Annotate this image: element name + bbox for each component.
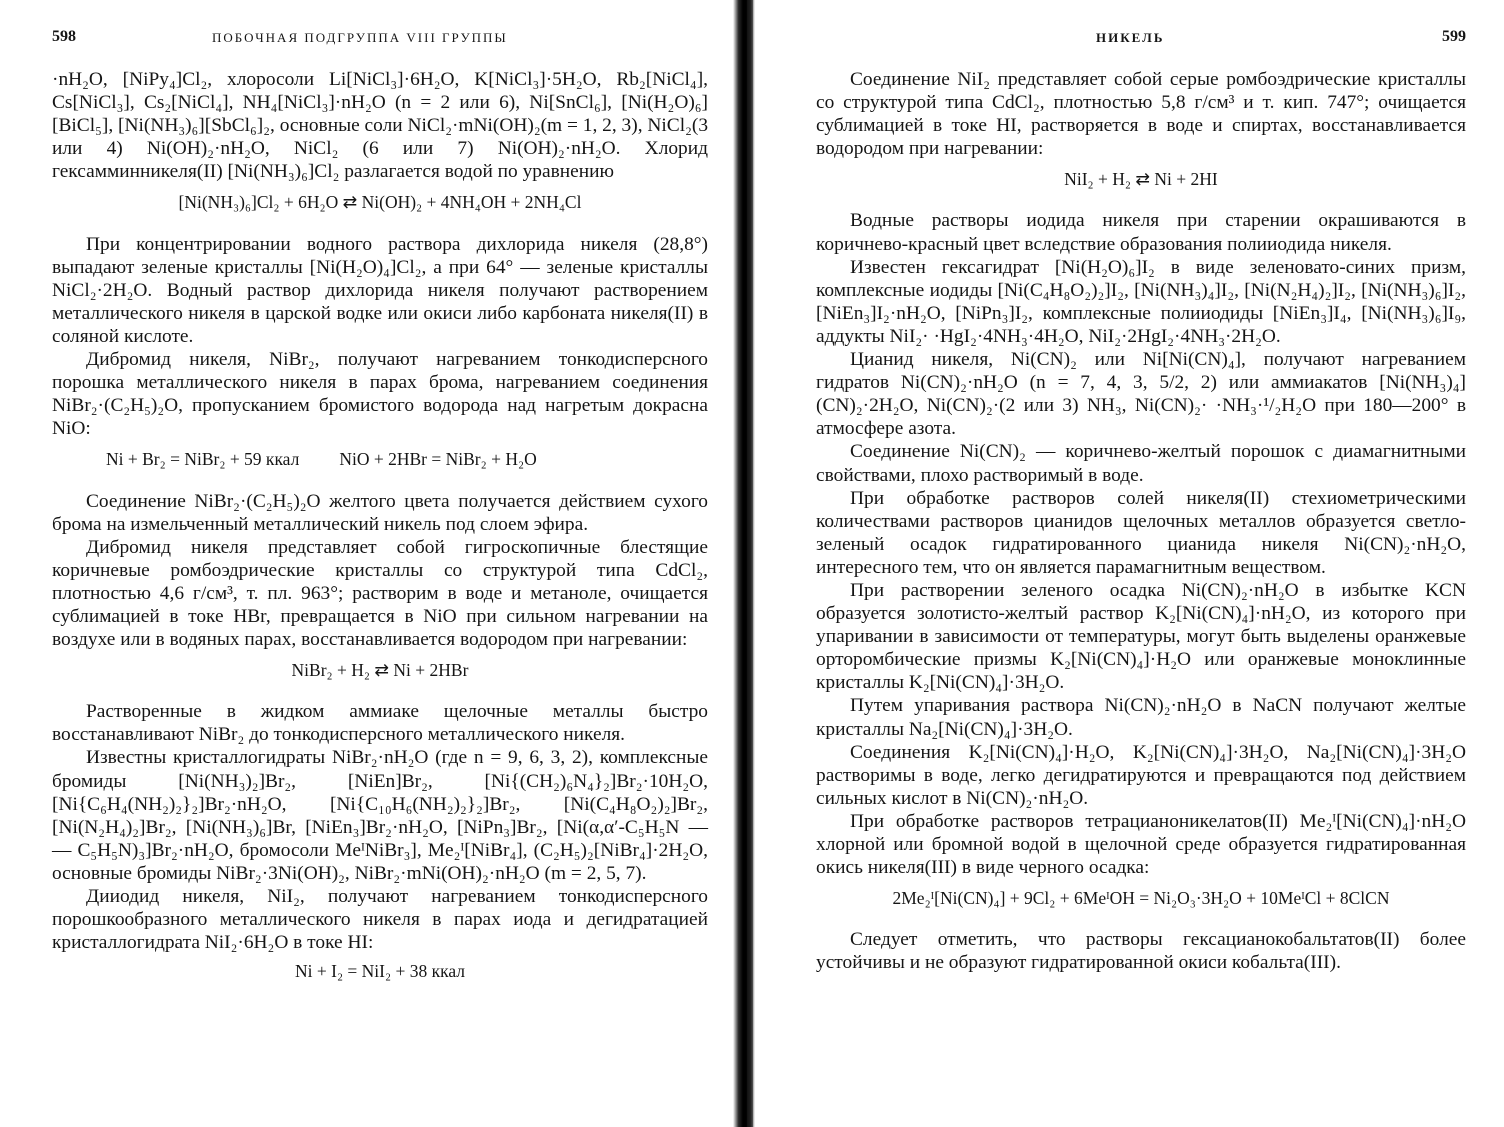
- equation: 2Me₂ᴵ[Ni(CN)₄] + 9Cl₂ + 6MeᴵOH = Ni₂O₃·3H₂O + 10MeᴵCl + 8ClCN: [892, 888, 1390, 909]
- paragraph: При обработке растворов солей никеля(II) стехиометрическими количествами растворов цианидов щелочных металлов образуется светло-зеленый осадок гидратированного цианида никеля Ni(CN)₂·nH₂O, интересного тем, что он является парамагнитным веществом.: [816, 487, 1466, 578]
- paragraph: ·nH₂O, [NiPy₄]Cl₂, хлоросоли Li[NiCl₃]·6H₂O, K[NiCl₃]·5H₂O, Rb₂[NiCl₄], Cs[NiCl₃], Cs₂[NiCl₄], NH₄[NiCl₃]·nH₂O (n = 2 или 6), Ni[SnCl₆], [Ni(H₂O)₆][BiCl₅], [Ni(NH₃)₆][SbCl₆]₂, основные соли NiCl₂·mNi(OH)₂(m = 1, 2, 3), NiCl₂(3 или 4) Ni(OH)₂·nH₂O, NiCl₂ (6 или 7) Ni(OH)₂·nH₂O. Хлорид гексамминникеля(II) [Ni(NH₃)₆]Cl₂ разлагается водой по уравнению: [52, 69, 709, 183]
- page-header-right: [816, 28, 1466, 50]
- paragraph: Дибромид никеля представляет собой гигроскопичные блестящие коричневые ромбоэдрические кристаллы со структурой типа CdCl₂, плотностью 4,6 г/см³, т. пл. 963°; растворим в воде и метаноле, очищается сублимацией в токе HBr, превращается в NiO при сильном нагревании на воздухе или в водяных парах, восстанавливается водородом при нагревании:: [52, 536, 708, 651]
- page-number: 599: [1442, 28, 1466, 45]
- paragraph: Цианид никеля, Ni(CN)₂ или Ni[Ni(CN)₄], получают нагреванием гидратов Ni(CN)₂·nH₂O (n = 7, 4, 3, 5/2, 2) или аммиакатов [Ni(NH₃)₄](CN)₂·2H₂O, Ni(CN)₂·(2 или 3) NH₃, Ni(CN)₂· ·NH₃·¹/₂H₂O при 180—200° в атмосфере азота.: [816, 349, 1466, 440]
- page-header-left: [52, 28, 708, 50]
- left-page-text: [52, 68, 708, 983]
- paragraph: Соединение NiI₂ представляет собой серые ромбоэдрические кристаллы со структурой типа CdCl₂, плотностью 5,8 г/см³ и т. кип. 747°; очищается сублимацией в токе HI, растворяется в воде и спиртах, восстанавливается водородом при нагревании:: [816, 69, 1466, 160]
- paragraph: При концентрировании водного раствора дихлорида никеля (28,8°) выпадают зеленые кристаллы [Ni(H₂O)₄]Cl₂, а при 64° — зеленые кристаллы NiCl₂·2H₂O. Водный раствор дихлорида никеля получают растворением металлического никеля в царской водке или окиси либо карбоната никеля(II) в соляной кислоте.: [52, 233, 708, 347]
- paragraph: При обработке растворов тетрацианоникелатов(II) Me₂ᴵ[Ni(CN)₄]·nH₂O хлорной или бромной водой в щелочной среде образуется гидратированная окись никеля(III) в виде черного осадка:: [816, 810, 1466, 879]
- page-number: 598: [52, 28, 76, 45]
- right-page-text: [816, 68, 1466, 974]
- paragraph: Растворенные в жидком аммиаке щелочные металлы быстро восстанавливают NiBr₂ до тонкодисперсного металлического никеля.: [52, 701, 708, 746]
- running-head: НИКЕЛЬ: [1096, 30, 1165, 45]
- equation: Ni + Br₂ = NiBr₂ + 59 ккал: [106, 449, 300, 470]
- paragraph: Дииодид никеля, NiI₂, получают нагреванием тонкодисперсного порошкообразного металлического никеля в парах иода и дегидратацией кристаллогидрата NiI₂·6H₂O в токе HI:: [52, 886, 708, 954]
- paragraph: Путем упаривания раствора Ni(CN)₂·nH₂O в NaCN получают желтые кристаллы Na₂[Ni(CN)₄]·3H₂O.: [816, 695, 1466, 740]
- running-head: ПОБОЧНАЯ ПОДГРУППА VIII ГРУППЫ: [212, 30, 508, 45]
- paragraph: Известны кристаллогидраты NiBr₂·nH₂O (где n = 9, 6, 3, 2), комплексные бромиды [Ni(NH₃)₂]Br₂, [NiEn]Br₂, [Ni{(CH₂)₆N₄}₂]Br₂·10H₂O, [Ni{C₆H₄(NH₂)₂}₂]Br₂·nH₂O, [Ni{C₁₀H₆(NH₂)₂}₂]Br₂, [Ni(C₄H₈O₂)₂]Br₂, [Ni(N₂H₄)₂]Br₂, [Ni(NH₃)₆]Br, [NiEn₃]Br₂·nH₂O, [NiPn₃]Br₂, [Ni(α,α′-C₅H₅N — — C₅H₅N)₃]Br₂·nH₂O, бромосоли MeᴵNiBr₃], Me₂ᴵ[NiBr₄], (C₂H₅)₂[NiBr₄]·2H₂O, основные бромиды NiBr₂·3Ni(OH)₂, NiBr₂·mNi(OH)₂·nH₂O (m = 2, 5, 7).: [52, 747, 708, 884]
- paragraph: Соединение NiBr₂·(C₂H₅)₂O желтого цвета получается действием сухого брома на измельченный металлический никель под слоем эфира.: [52, 490, 708, 535]
- paragraph: Известен гексагидрат [Ni(H₂O)₆]I₂ в виде зеленовато-синих призм, комплексные иодиды [Ni(C₄H₈O₂)₂]I₂, [Ni(NH₃)₄]I₂, [Ni(N₂H₄)₂]I₂, [Ni(NH₃)₆]I₂, [NiEn₃]I₂·nH₂O, [NiPn₃]I₂, комплексные полииодиды [NiEn₃]I₄, [Ni(NH₃)₆]I₉, аддукты NiI₂· ·HgI₂·4NH₃·4H₂O, NiI₂·2HgI₂·4NH₃·2H₂O.: [816, 256, 1466, 347]
- equation: [Ni(NH₃)₆]Cl₂ + 6H₂O ⇄ Ni(OH)₂ + 4NH₄OH + 2NH₄Cl: [178, 192, 582, 213]
- paragraph: При растворении зеленого осадка Ni(CN)₂·nH₂O в избытке KCN образуется золотисто-желтый раствор K₂[Ni(CN)₄]·nH₂O, из которого при упаривании в зависимости от температуры, могут быть выделены оранжевые орторомбические призмы K₂[Ni(CN)₄]·H₂O или оранжевые моноклинные кристаллы K₂[Ni(CN)₄]·3H₂O.: [816, 579, 1466, 694]
- paragraph: Соединение Ni(CN)₂ — коричнево-желтый порошок с диамагнитными свойствами, плохо растворимый в воде.: [816, 441, 1466, 486]
- equation: NiO + 2HBr = NiBr₂ + H₂O: [339, 449, 537, 470]
- paragraph: Водные растворы иодида никеля при старении окрашиваются в коричнево-красный цвет вследствие образования полииодида никеля.: [816, 210, 1466, 255]
- equation: NiI₂ + H₂ ⇄ Ni + 2HI: [1064, 169, 1218, 190]
- spine-edge: [747, 0, 753, 1127]
- equation: NiBr₂ + H₂ ⇄ Ni + 2HBr: [291, 660, 469, 681]
- equation: Ni + I₂ = NiI₂ + 38 ккал: [295, 961, 465, 982]
- paragraph: Следует отметить, что растворы гексацианокобальтатов(II) более устойчивы и не образуют гидратированной окиси кобальта(III).: [816, 929, 1466, 974]
- left-page: [0, 0, 730, 1127]
- right-page: [770, 0, 1504, 1127]
- paragraph: Соединения K₂[Ni(CN)₄]·H₂O, K₂[Ni(CN)₄]·3H₂O, Na₂[Ni(CN)₄]·3H₂O растворимы в воде, легко дегидратируются и превращаются под действием сильных кислот в Ni(CN)₂·nH₂O.: [816, 741, 1466, 809]
- paragraph: Дибромид никеля, NiBr₂, получают нагреванием тонкодисперсного порошка металлического никеля в парах брома, нагреванием соединения NiBr₂·(C₂H₅)₂O, пропусканием бромистого водорода над нагретым докрасна NiO:: [52, 349, 708, 440]
- equation-pair: [52, 448, 708, 471]
